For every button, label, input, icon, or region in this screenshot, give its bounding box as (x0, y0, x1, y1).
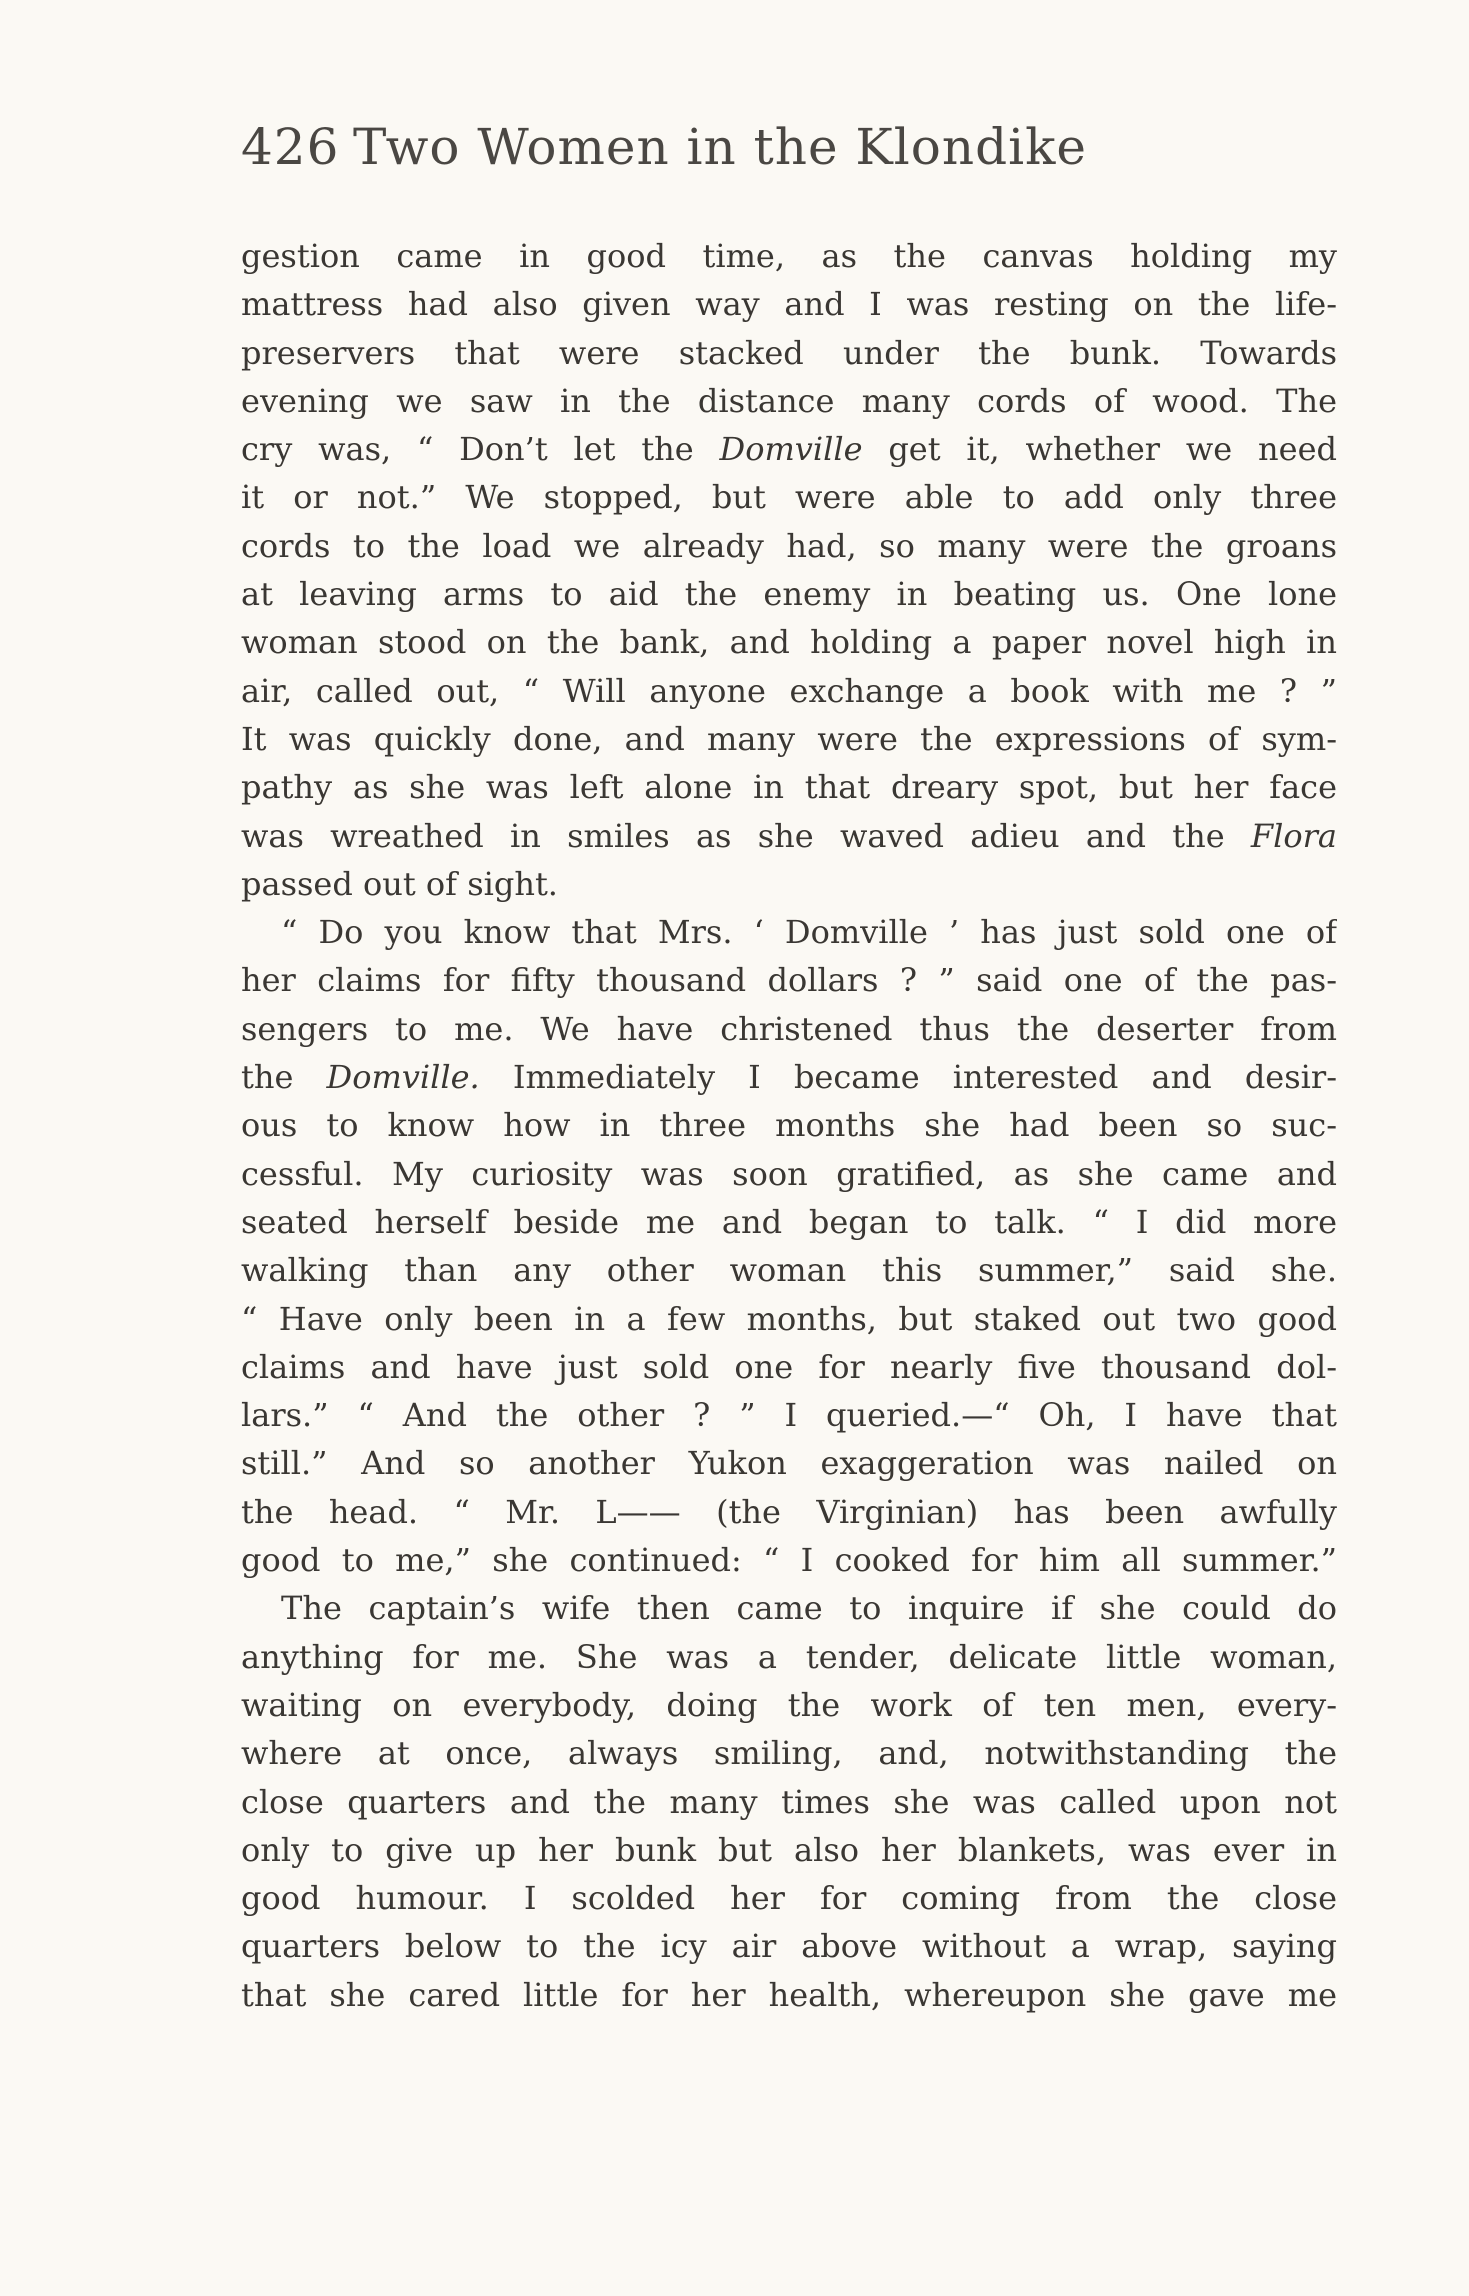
text-run: at leaving arms to aid the enemy in beating us. One lone (241, 575, 1337, 614)
text-line (241, 425, 1337, 473)
text-line (241, 1053, 1337, 1101)
page-number: 426 (241, 118, 340, 176)
text-run: lars.” “ And the other ? ” I queried.—“ Oh, I have that (241, 1396, 1337, 1435)
text-line (241, 812, 1337, 860)
text-run: It was quickly done, and many were the expressions of sym- (241, 719, 1337, 758)
text-line (241, 1391, 1337, 1439)
italic-text: Domville (719, 430, 863, 469)
text-run: Immediately I became interested and desir- (479, 1058, 1337, 1097)
text-run: close quarters and the many times she was called upon not (241, 1782, 1337, 1821)
text-line (241, 1101, 1337, 1149)
text-run: preservers that were stacked under the bunk. Towards (241, 333, 1337, 372)
text-line (241, 1343, 1337, 1391)
text-run: “ Have only been in a few months, but staked out two good (241, 1299, 1337, 1338)
text-run: that she cared little for her health, whereupon she gave me (241, 1975, 1337, 2014)
text-run: good humour. I scolded her for coming from the close (241, 1879, 1337, 1918)
text-line (241, 1778, 1337, 1826)
text-run: good to me,” she continued: “ I cooked for him all summer.” (241, 1541, 1337, 1580)
text-line (241, 908, 1337, 956)
text-run: get it, whether we need (862, 430, 1337, 469)
text-run: gestion came in good time, as the canvas holding my (241, 237, 1337, 275)
text-line (241, 473, 1337, 521)
text-line (241, 1971, 1337, 2019)
text-run: claims and have just sold one for nearly five thousand dol- (241, 1347, 1337, 1386)
text-run: sengers to me. We have christened thus the deserter from (241, 1009, 1337, 1048)
text-run: her claims for fifty thousand dollars ? ” said one of the pas- (241, 961, 1337, 1000)
text-line (241, 232, 1337, 280)
text-line (241, 763, 1337, 811)
text-run: The captain’s wife then came to inquire if she could do (281, 1589, 1337, 1628)
text-run: the head. “ Mr. L—— (the Virginian) has been awfully (241, 1492, 1337, 1531)
running-title: Two Women in the Klondike (353, 118, 1087, 176)
text-line (241, 618, 1337, 666)
text-line (241, 1488, 1337, 1536)
text-line (241, 1536, 1337, 1584)
text-run: mattress had also given way and I was resting on the life- (241, 285, 1337, 324)
text-line (241, 1198, 1337, 1246)
text-run: only to give up her bunk but also her blankets, was ever in (241, 1830, 1337, 1869)
text-line (241, 522, 1337, 570)
text-run: waiting on everybody, doing the work of ten men, every- (241, 1685, 1337, 1724)
text-run: seated herself beside me and began to talk. “ I did more (241, 1202, 1337, 1241)
text-run: quarters below to the icy air above without a wrap, saying (241, 1927, 1337, 1966)
text-line (241, 1584, 1337, 1632)
text-line (241, 377, 1337, 425)
text-line (241, 1729, 1337, 1777)
text-run: cessful. My curiosity was soon gratified, as she came and (241, 1154, 1337, 1193)
text-run: evening we saw in the distance many cords of wood. The (241, 381, 1337, 420)
text-line (241, 280, 1337, 328)
text-line (241, 956, 1337, 1004)
text-run: woman stood on the bank, and holding a paper novel high in (241, 623, 1337, 662)
text-line (241, 1681, 1337, 1729)
text-run: the (241, 1058, 327, 1097)
text-line (241, 1633, 1337, 1681)
text-line (241, 860, 1337, 908)
text-line (241, 1874, 1337, 1922)
text-run: anything for me. She was a tender, delicate little woman, (241, 1637, 1337, 1676)
text-line (241, 1439, 1337, 1487)
text-run: air, called out, “ Will anyone exchange a book with me ? ” (241, 671, 1337, 710)
text-line (241, 570, 1337, 618)
text-line (241, 1246, 1337, 1294)
text-run: where at once, always smiling, and, notwithstanding the (241, 1734, 1337, 1773)
text-run: ous to know how in three months she had been so suc- (241, 1106, 1337, 1145)
text-run: pathy as she was left alone in that dreary spot, but her face (241, 768, 1337, 807)
text-run: still.” And so another Yukon exaggeration was nailed on (241, 1444, 1337, 1483)
text-line (241, 1826, 1337, 1874)
text-line (241, 1295, 1337, 1343)
text-run: was wreathed in smiles as she waved adieu and the (241, 816, 1251, 855)
text-run: it or not.” We stopped, but were able to add only three (241, 478, 1337, 517)
running-header (241, 118, 1341, 176)
text-run: walking than any other woman this summer,” said she. (241, 1251, 1337, 1290)
italic-text: Flora (1250, 816, 1337, 855)
text-line (241, 1005, 1337, 1053)
text-line (241, 329, 1337, 377)
text-run: cords to the load we already had, so many were the groans (241, 526, 1337, 565)
italic-text: Domville. (326, 1058, 480, 1097)
text-run: cry was, “ Don’t let the (241, 430, 720, 469)
body-text (241, 232, 1337, 2019)
text-run: passed out of sight. (241, 864, 558, 903)
text-line (241, 1922, 1337, 1970)
text-run: “ Do you know that Mrs. ‘ Domville ’ has just sold one of (281, 913, 1337, 952)
text-line (241, 667, 1337, 715)
text-line (241, 1150, 1337, 1198)
text-line (241, 715, 1337, 763)
